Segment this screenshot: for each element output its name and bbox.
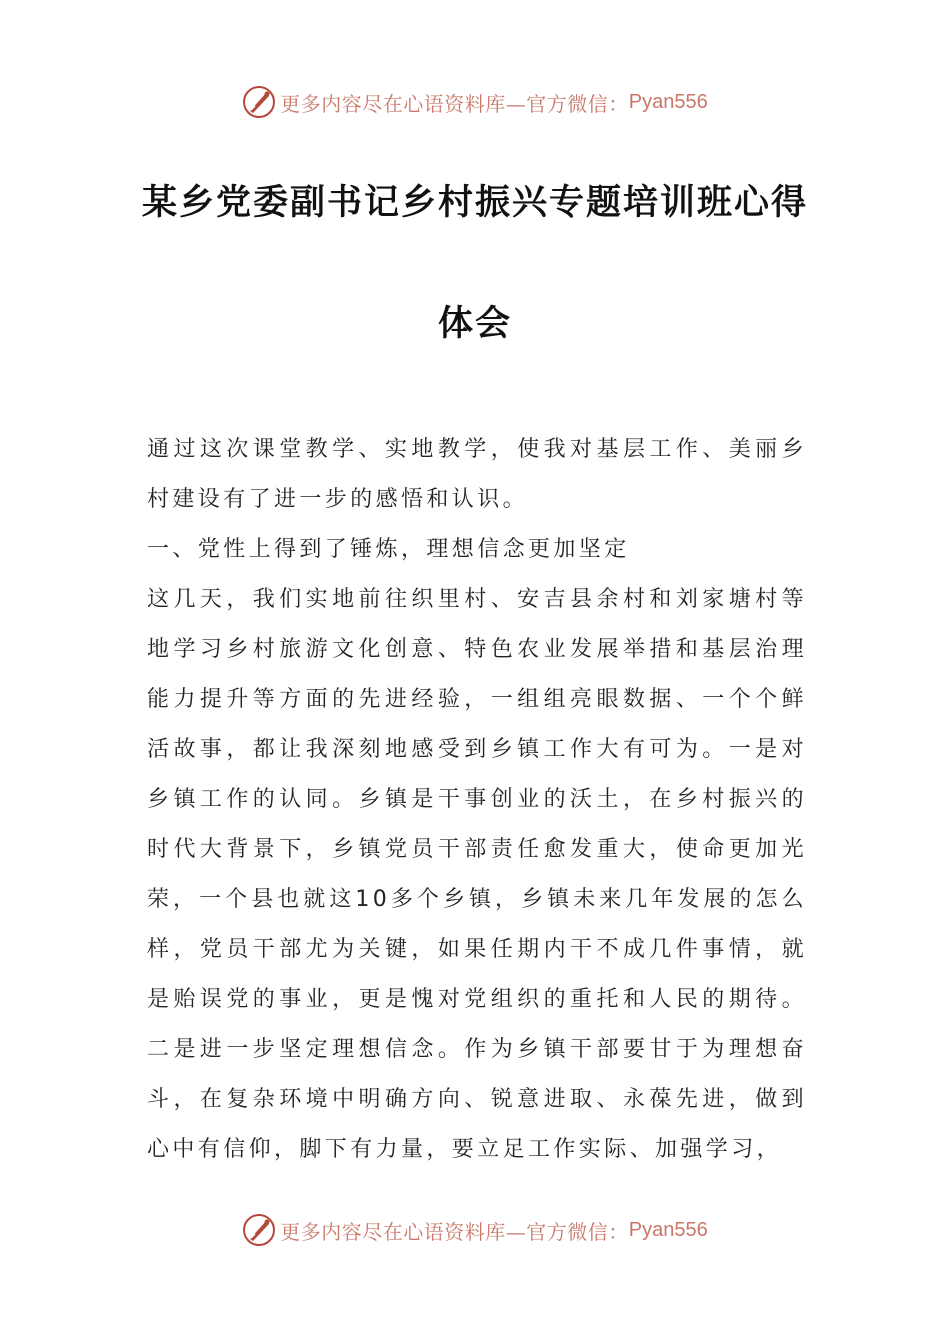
body-text [147, 425, 807, 1175]
page-title-line1: 某乡党委副书记乡村振兴专题培训班心得 [141, 183, 808, 223]
header-banner [0, 82, 950, 122]
wechat-id: Pyan556 [628, 90, 708, 113]
footer-banner [0, 1210, 950, 1250]
banner-text: 更多内容尽在心语资料库—官方微信： [280, 91, 629, 116]
paragraph-intro: 通过这次课堂教学、实地教学，使我对基层工作、美丽乡村建设有了进一步的感悟和认识。 [147, 437, 807, 512]
page-title-line2: 体会 [437, 304, 512, 344]
banner-text: 更多内容尽在心语资料库—官方微信： [280, 1219, 629, 1244]
wechat-id: Pyan556 [628, 1218, 708, 1241]
paragraph-body: 这几天，我们实地前往织里村、安吉县余村和刘家塘村等地学习乡村旅游文化创意、特色农业发展举措和基层治理能力提升等方面的先进经验，一组组亮眼数据、一个个鲜活故事，都让我深刻地感受到乡镇工作大有可为。一是对乡镇工作的认同。乡镇是干事创业的沃土，在乡村振兴的时代大背景下，乡镇党员干部责任愈发重大，使命更加光荣，一个县也就这10多个乡镇，乡镇未来几年发展的怎么样，党员干部尤为关键，如果任期内干不成几件事情，就是贻误党的事业，更是愧对党组织的重托和人民的期待。二是进一步坚定理想信念。作为乡镇干部要甘于为理想奋斗，在复杂环境中明确方向、锐意进取、永葆先进，做到心中有信仰，脚下有力量，要立足工作实际、加强学习， [147, 587, 807, 1162]
quill-logo-icon [242, 85, 276, 119]
section-heading: 一、党性上得到了锤炼，理想信念更加坚定 [147, 537, 630, 562]
quill-logo-icon [242, 1213, 276, 1247]
